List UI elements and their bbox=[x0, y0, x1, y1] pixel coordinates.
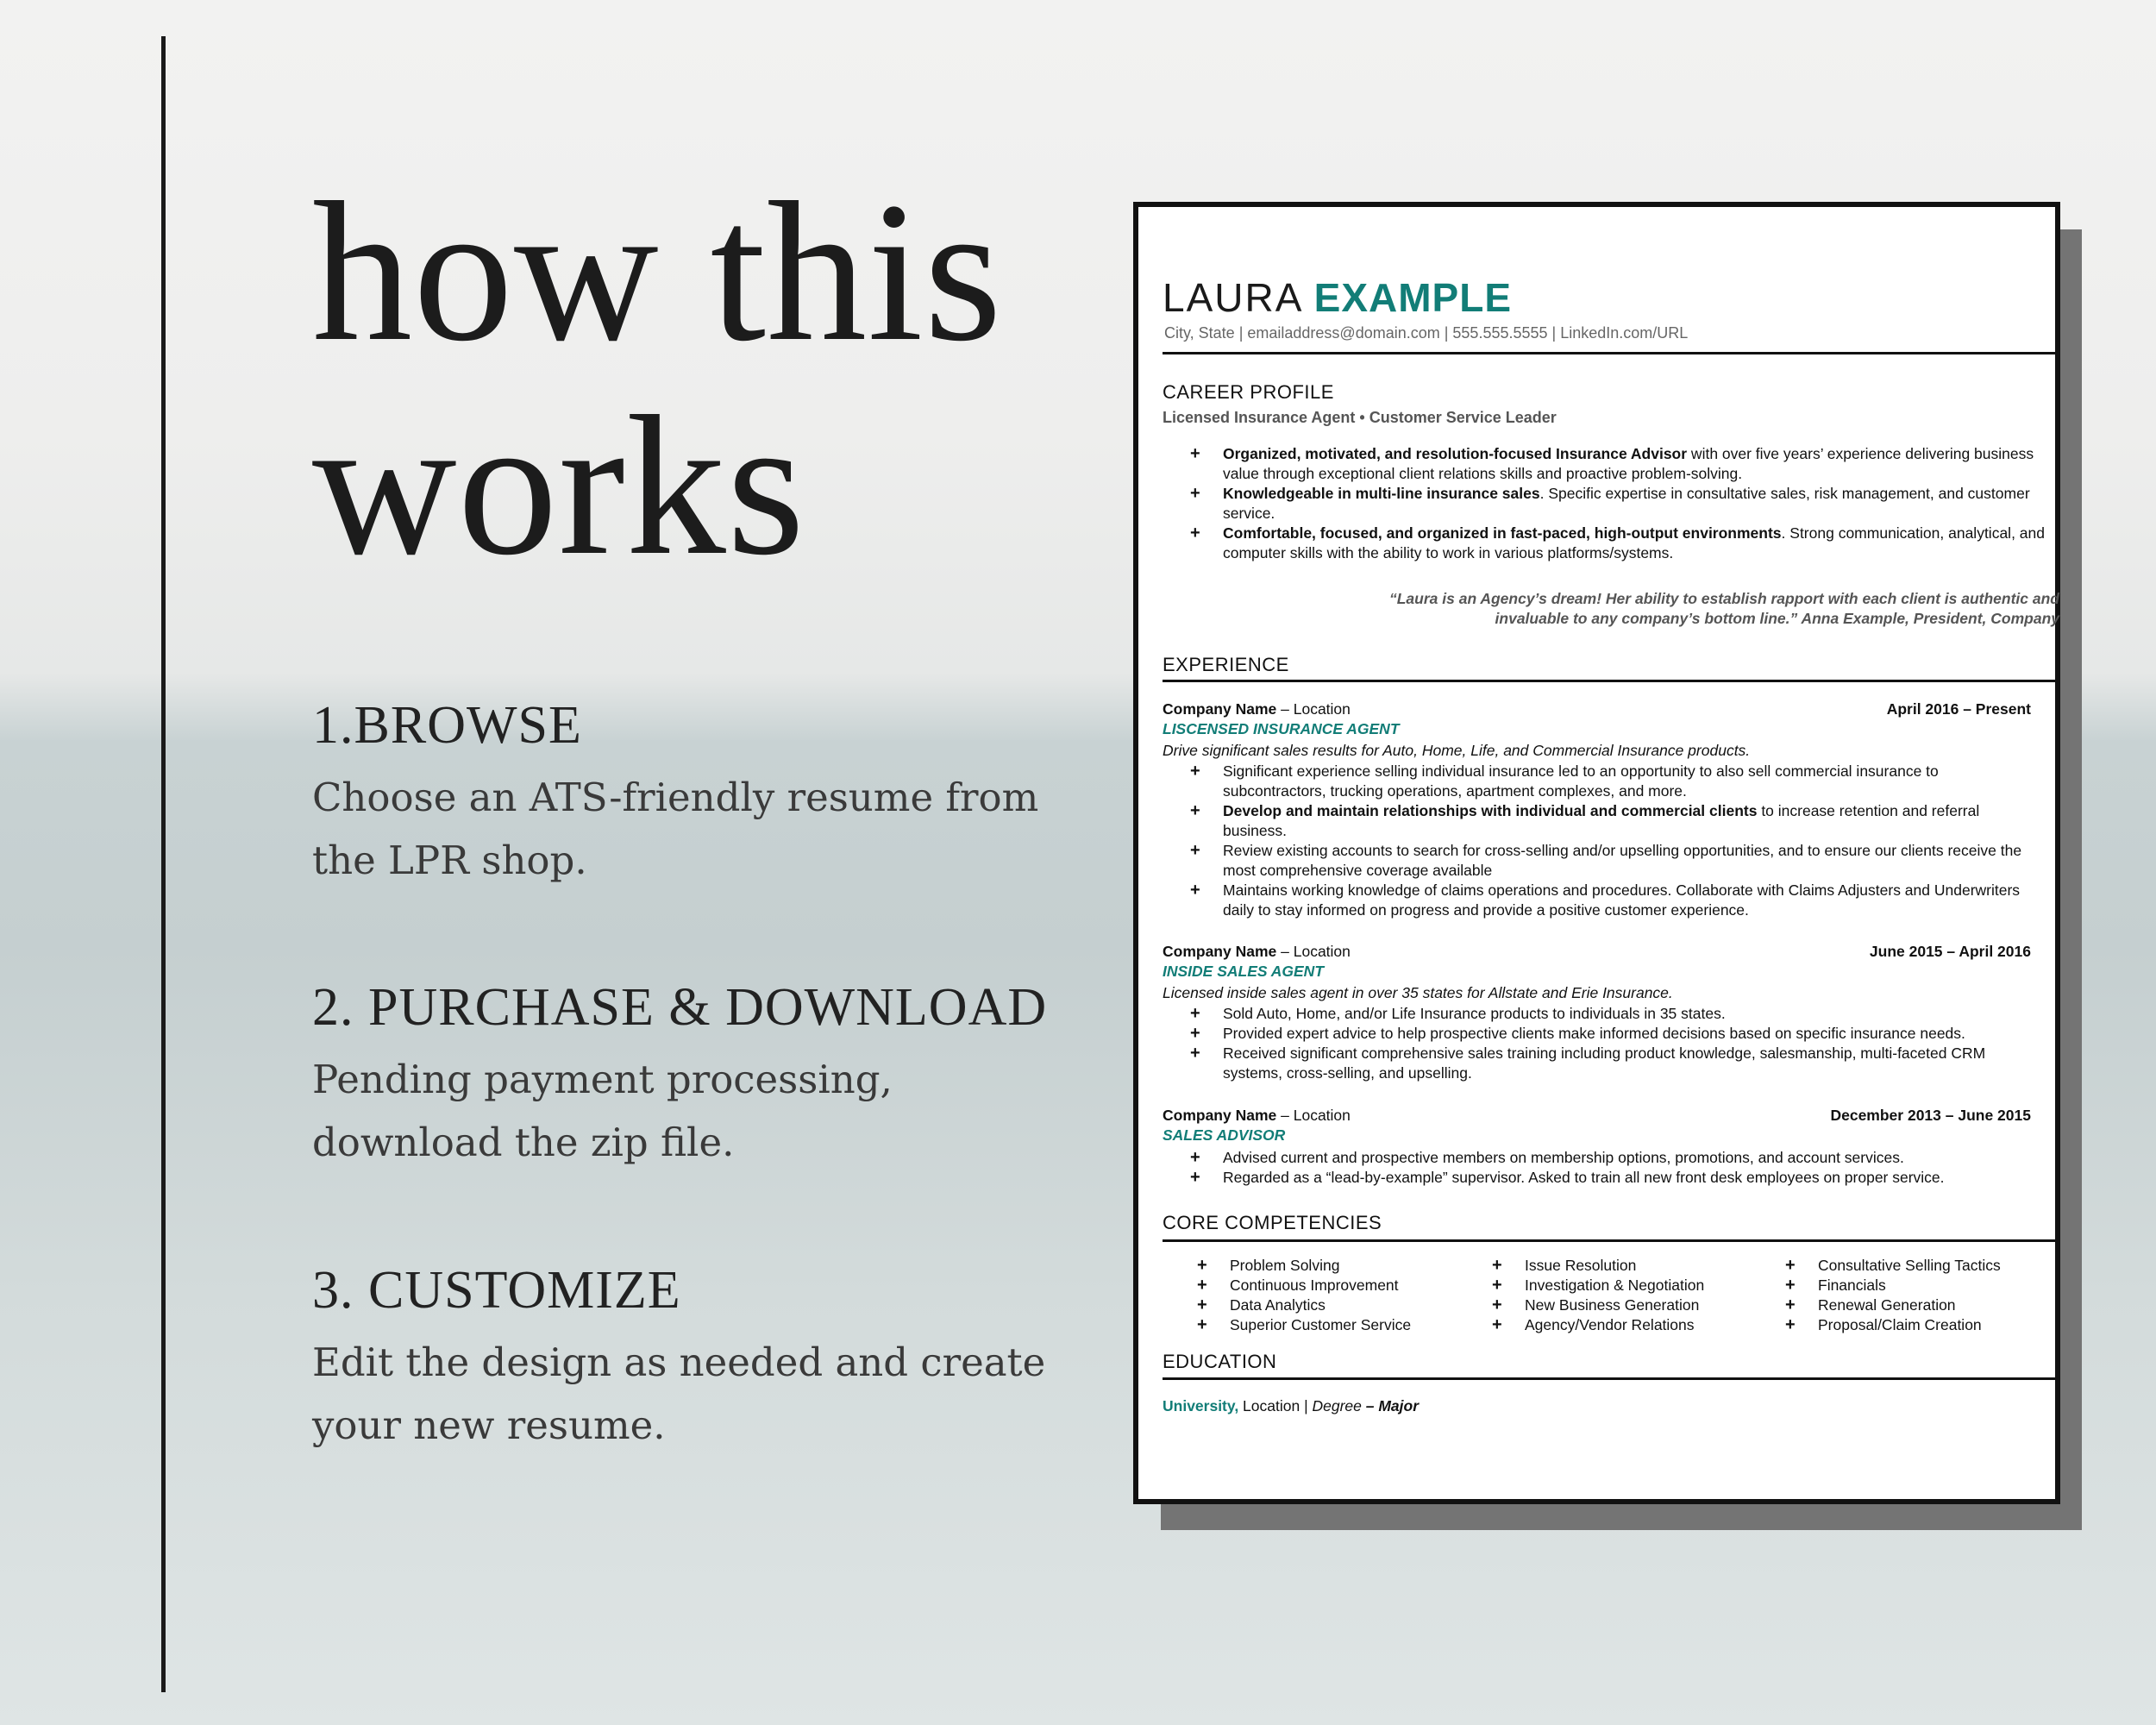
job-title: LISCENSED INSURANCE AGENT bbox=[1163, 720, 1400, 737]
job-dates: December 2013 – June 2015 bbox=[1830, 1107, 2031, 1124]
job-entry: Company Name – Location June 2015 – April 2016 INSIDE SALES AGENT Licensed inside sales agent in over 35 states for Allstate and Erie Insurance. + Sold Auto, Home, and/or Life Insurance products to individuals in 35 states. + Provided expert advice to help prospective clients make informed decisions based on specific insurance needs. + Received significant comprehensive sales training including product knowledge, salesmanship, multi-faceted CRM systems, cross-selling, and upselling. bbox=[1163, 943, 2031, 1083]
step-browse bbox=[312, 695, 1088, 892]
job-entry: Company Name – Location April 2016 – Present LISCENSED INSURANCE AGENT Drive significant sales results for Auto, Home, Life, and Commercial Insurance products. + Significant experience selling individual insurance led to an opportunity to also sell commercial insurance to subcontractors, trucking operations, apartment complexes, and more. + Develop and maintain relationships with individual and commercial clients to increase retention and referral business. + Review existing accounts to search for cross-selling and/or upselling opportunities, and to ensure our clients receive the most comprehensive coverage available + Maintains working knowledge of claims operations and procedures. Collaborate with Claims Adjusters and Underwriters daily to stay informed on progress and provide a positive customer experience. bbox=[1163, 700, 2031, 920]
job-entry: Company Name – Location December 2013 – June 2015 SALES ADVISOR + Advised current and prospective members on membership options, promotions, and account services. + Regarded as a “lead-by-example” supervisor. Asked to train all new front desk employees on proper service. bbox=[1163, 1107, 2031, 1188]
profile-subtitle: Licensed Insurance Agent • Customer Service Leader bbox=[1163, 409, 1557, 426]
competencies-column bbox=[1492, 1256, 1768, 1335]
section-title: EDUCATION bbox=[1163, 1351, 1277, 1372]
section-title: CAREER PROFILE bbox=[1163, 381, 1334, 403]
list-item: + Organized, motivated, and resolution-focused Insurance Advisor with over five years’ experience delivering business value through exceptional client relations skills and proactive problem-solving. bbox=[1190, 444, 2059, 484]
list-item: + New Business Generation bbox=[1492, 1295, 1768, 1315]
list-item: + Investigation & Negotiation bbox=[1492, 1276, 1768, 1295]
list-item: + Received significant comprehensive sales training including product knowledge, salesmanship, multi-faceted CRM systems, cross-selling, and upselling. bbox=[1190, 1044, 2031, 1083]
step-customize bbox=[312, 1260, 1088, 1457]
section-title: CORE COMPETENCIES bbox=[1163, 1212, 1382, 1233]
job-title: INSIDE SALES AGENT bbox=[1163, 963, 1325, 980]
list-item: + Sold Auto, Home, and/or Life Insurance products to individuals in 35 states. bbox=[1190, 1004, 2031, 1024]
job-dates: June 2015 – April 2016 bbox=[1869, 943, 2031, 960]
experience-rule bbox=[1163, 680, 2059, 682]
step-title: 3. CUSTOMIZE bbox=[312, 1261, 681, 1320]
competencies-column bbox=[1785, 1256, 2061, 1335]
list-item: + Renewal Generation bbox=[1785, 1295, 2061, 1315]
list-item: + Superior Customer Service bbox=[1197, 1315, 1456, 1335]
list-item: + Maintains working knowledge of claims operations and procedures. Collaborate with Claims Adjusters and Underwriters daily to stay informed on progress and provide a positive customer experience. bbox=[1190, 881, 2031, 920]
competencies-rule bbox=[1163, 1239, 2059, 1242]
list-item: + Financials bbox=[1785, 1276, 2061, 1295]
step-body: Edit the design as needed and create your new resume. bbox=[312, 1339, 1046, 1448]
list-item: + Continuous Improvement bbox=[1197, 1276, 1456, 1295]
list-item: + Proposal/Claim Creation bbox=[1785, 1315, 2061, 1335]
list-item: + Knowledgeable in multi-line insurance sales. Specific expertise in consultative sales, risk management, and customer service. bbox=[1190, 484, 2059, 524]
profile-bullets bbox=[1190, 444, 2059, 563]
list-item: + Advised current and prospective members on membership options, promotions, and account services. bbox=[1190, 1148, 2031, 1168]
job-description: Drive significant sales results for Auto, Home, Life, and Commercial Insurance products. bbox=[1163, 742, 1751, 759]
education-entry: University, Location | Degree – Major bbox=[1163, 1397, 1420, 1414]
job-title: SALES ADVISOR bbox=[1163, 1126, 1286, 1144]
list-item: + Problem Solving bbox=[1197, 1256, 1456, 1276]
page-headline bbox=[312, 161, 1088, 597]
list-item: + Consultative Selling Tactics bbox=[1785, 1256, 2061, 1276]
list-item: + Provided expert advice to help prospective clients make informed decisions based on specific insurance needs. bbox=[1190, 1024, 2031, 1044]
step-body: Pending payment processing, download the zip file. bbox=[312, 1057, 893, 1165]
competencies-column bbox=[1197, 1256, 1456, 1335]
list-item: + Data Analytics bbox=[1197, 1295, 1456, 1315]
resume-preview bbox=[1133, 202, 2060, 1504]
section-title: EXPERIENCE bbox=[1163, 654, 1289, 675]
list-item: + Comfortable, focused, and organized in fast-paced, high-output environments. Strong communication, analytical, and computer skills with the ability to work in various platforms/systems. bbox=[1190, 524, 2059, 563]
list-item: + Review existing accounts to search for cross-selling and/or upselling opportunities, and to ensure our clients receive the most comprehensive coverage available bbox=[1190, 841, 2031, 881]
headline-line-1: how this bbox=[312, 161, 1003, 383]
list-item: + Agency/Vendor Relations bbox=[1492, 1315, 1768, 1335]
list-item: + Significant experience selling individual insurance led to an opportunity to also sell commercial insurance to subcontractors, trucking operations, apartment complexes, and more. bbox=[1190, 762, 2031, 801]
headline-line-2: works bbox=[312, 375, 806, 597]
divider-line bbox=[161, 36, 166, 1692]
career-profile-section bbox=[1163, 381, 2059, 629]
step-title: 2. PURCHASE & DOWNLOAD bbox=[312, 978, 1048, 1037]
resume-name: LAURA EXAMPLE bbox=[1163, 275, 1513, 320]
header-rule bbox=[1163, 352, 2059, 354]
list-item: + Develop and maintain relationships with individual and commercial clients to increase retention and referral business. bbox=[1190, 801, 2031, 841]
step-title: 1.BROWSE bbox=[312, 696, 582, 755]
step-body: Choose an ATS-friendly resume from the LPR shop. bbox=[312, 775, 1039, 883]
step-purchase-download bbox=[312, 977, 1088, 1174]
resume-contact: City, State | emailaddress@domain.com | 555.555.5555 | LinkedIn.com/URL bbox=[1164, 324, 1689, 342]
education-rule bbox=[1163, 1377, 2059, 1380]
job-dates: April 2016 – Present bbox=[1886, 700, 2031, 718]
job-description: Licensed inside sales agent in over 35 states for Allstate and Erie Insurance. bbox=[1163, 984, 1673, 1001]
list-item: + Regarded as a “lead-by-example” supervisor. Asked to train all new front desk employees on proper service. bbox=[1190, 1168, 2031, 1188]
list-item: + Issue Resolution bbox=[1492, 1256, 1768, 1276]
testimonial-quote: “Laura is an Agency’s dream! Her ability to establish rapport with each client is authentic and invaluable to any company’s bottom line.” Anna Example, President, Company bbox=[1388, 590, 2059, 627]
